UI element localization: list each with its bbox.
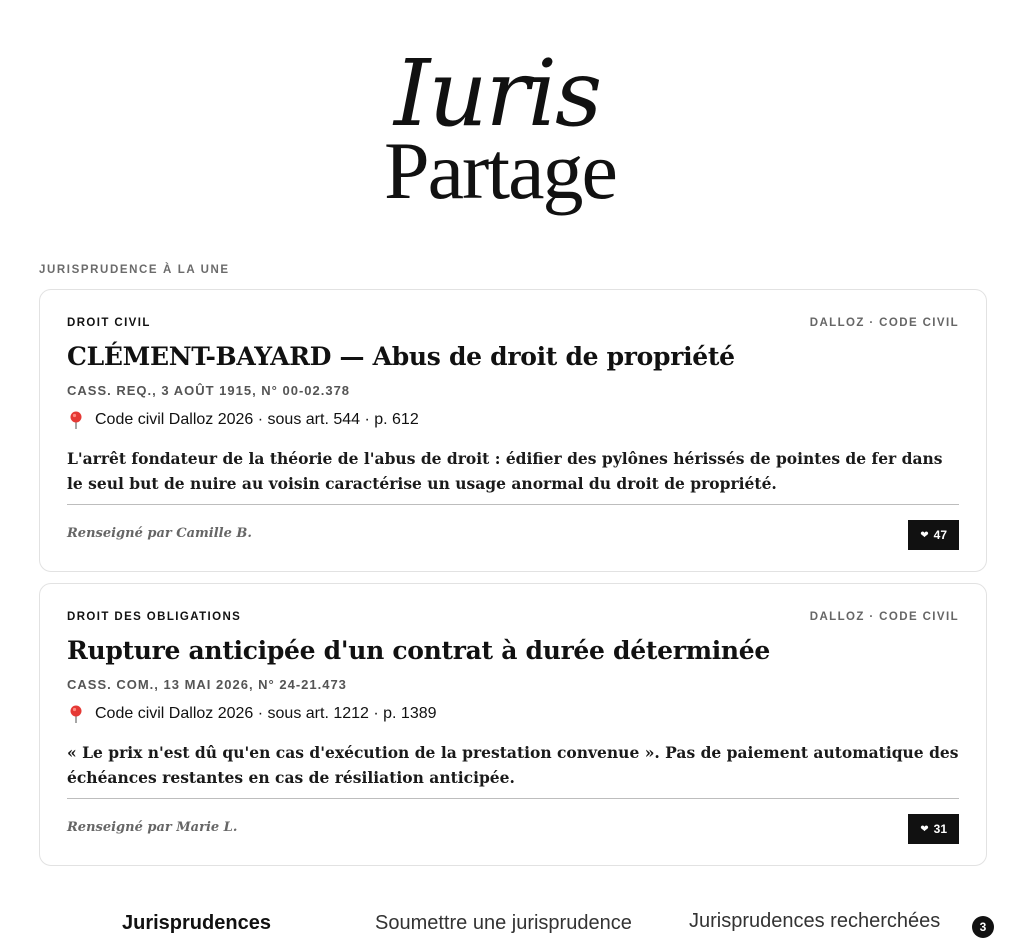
section-label: JURISPRUDENCE À LA UNE (39, 264, 230, 276)
heart-icon: ❤ (920, 529, 929, 541)
card-citation: CASS. COM., 13 MAI 2026, N° 24-21.473 (67, 677, 347, 692)
notification-badge: 3 (972, 916, 994, 938)
jurisprudence-card[interactable] (39, 289, 987, 572)
map-pin-icon (69, 411, 83, 429)
like-count: 31 (933, 822, 947, 836)
card-author: Renseigné par Marie L. (67, 820, 238, 835)
map-pin-icon (69, 705, 83, 723)
card-author: Renseigné par Camille B. (67, 526, 252, 541)
card-title[interactable]: Rupture anticipée d'un contrat à durée déterminée (67, 636, 771, 665)
card-category: DROIT DES OBLIGATIONS (67, 611, 242, 623)
card-location-text: Code civil Dalloz 2026 · sous art. 544 · p. 612 (95, 411, 419, 428)
like-button[interactable] (908, 814, 959, 844)
card-location (67, 705, 437, 723)
tab-jurisprudences[interactable]: Jurisprudences (122, 912, 271, 934)
bottom-nav (0, 904, 1024, 944)
card-location-text: Code civil Dalloz 2026 · sous art. 1212 · p. 1389 (95, 705, 437, 722)
like-button[interactable] (908, 520, 959, 550)
card-source: DALLOZ · CODE CIVIL (809, 611, 959, 623)
brand-logo[interactable] (380, 40, 650, 238)
card-citation: CASS. REQ., 3 AOÛT 1915, N° 00-02.378 (67, 383, 351, 398)
card-category: DROIT CIVIL (67, 317, 151, 329)
logo-iuris: Iuris (394, 40, 601, 147)
jurisprudence-card[interactable] (39, 583, 987, 866)
like-count: 47 (933, 528, 947, 542)
tab-soumettre[interactable]: Soumettre une jurisprudence (375, 912, 632, 934)
card-summary: L'arrêt fondateur de la théorie de l'abus de droit : édifier des pylônes hérissés de pointes de fer dans le seul but de nuire au voisin caractérise un usage anormal du droit de propriété. (67, 449, 943, 493)
card-location (67, 411, 419, 429)
heart-icon: ❤ (920, 823, 929, 835)
logo-partage: Partage (384, 125, 616, 216)
card-summary: « Le prix n'est dû qu'en cas d'exécution de la prestation convenue ». Pas de paiement automatique des échéances restantes en cas de résiliation anticipée. (67, 743, 959, 787)
tab-recherchees[interactable]: Jurisprudences recherchées (689, 910, 941, 932)
card-divider (67, 798, 959, 799)
card-source: DALLOZ · CODE CIVIL (809, 317, 959, 329)
card-title[interactable]: CLÉMENT-BAYARD — Abus de droit de propriété (67, 342, 735, 371)
card-divider (67, 504, 959, 505)
